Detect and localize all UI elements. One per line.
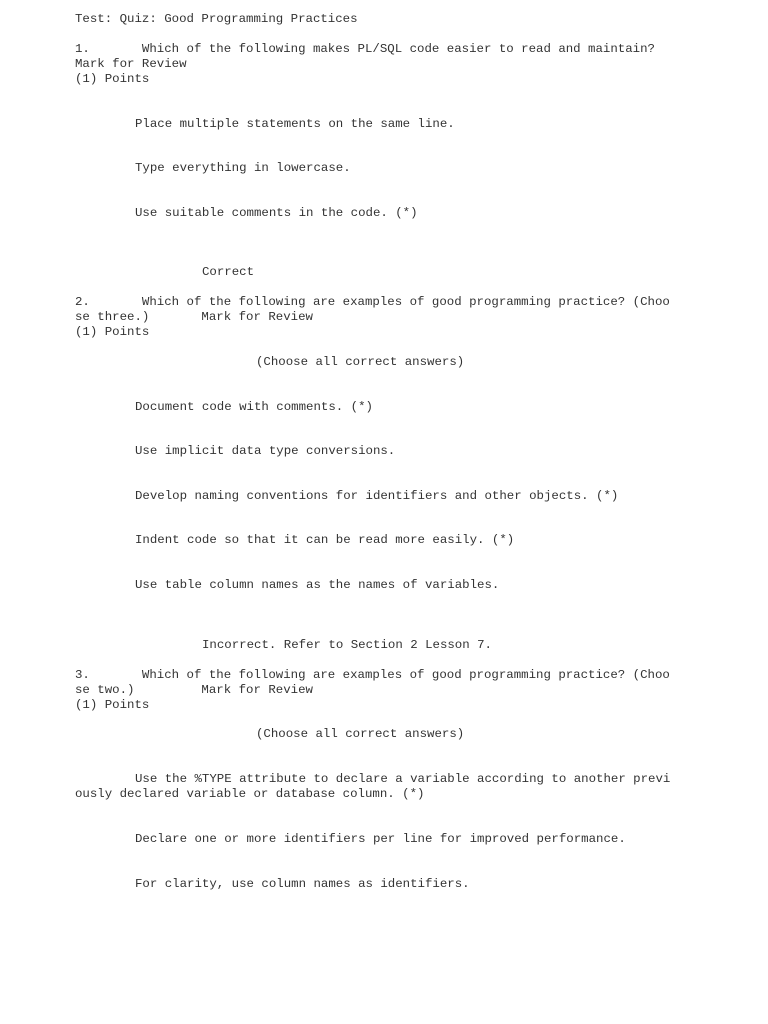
question-3-option-2[interactable]: Declare one or more identifiers per line for improved performance. bbox=[135, 832, 626, 846]
question-2-status: Incorrect. Refer to Section 2 Lesson 7. bbox=[202, 638, 492, 652]
question-2-option-1[interactable]: Document code with comments. (*) bbox=[135, 400, 373, 414]
question-3-choose-note: (Choose all correct answers) bbox=[256, 727, 465, 741]
question-1-option-1[interactable]: Place multiple statements on the same line. bbox=[135, 117, 455, 131]
question-2-text-continued: se three.) Mark for Review bbox=[75, 310, 313, 324]
question-2-text: 2. Which of the following are examples of good programming practice? (Choo bbox=[75, 295, 670, 309]
question-2-option-3[interactable]: Develop naming conventions for identifiers and other objects. (*) bbox=[135, 489, 619, 503]
question-1-text: 1. Which of the following makes PL/SQL code easier to read and maintain? bbox=[75, 42, 655, 56]
question-3-option-1[interactable]: Use the %TYPE attribute to declare a variable according to another previ bbox=[135, 772, 671, 786]
question-2-points: (1) Points bbox=[75, 325, 150, 339]
question-1-status: Correct bbox=[202, 265, 255, 279]
question-1-points: (1) Points bbox=[75, 72, 150, 86]
question-1-option-3[interactable]: Use suitable comments in the code. (*) bbox=[135, 206, 418, 220]
question-2-option-4[interactable]: Indent code so that it can be read more easily. (*) bbox=[135, 533, 515, 547]
question-1-mark-for-review: Mark for Review bbox=[75, 57, 187, 71]
page-title: Test: Quiz: Good Programming Practices bbox=[75, 12, 358, 26]
question-2-choose-note: (Choose all correct answers) bbox=[256, 355, 465, 369]
question-3-text: 3. Which of the following are examples of good programming practice? (Choo bbox=[75, 668, 670, 682]
question-2-option-5[interactable]: Use table column names as the names of variables. bbox=[135, 578, 500, 592]
question-2-option-2[interactable]: Use implicit data type conversions. bbox=[135, 444, 396, 458]
question-3-points: (1) Points bbox=[75, 698, 150, 712]
question-1-option-2[interactable]: Type everything in lowercase. bbox=[135, 161, 351, 175]
question-3-option-3[interactable]: For clarity, use column names as identifiers. bbox=[135, 877, 470, 891]
question-3-option-1-continued[interactable]: ously declared variable or database column. (*) bbox=[75, 787, 425, 801]
question-3-text-continued: se two.) Mark for Review bbox=[75, 683, 313, 697]
